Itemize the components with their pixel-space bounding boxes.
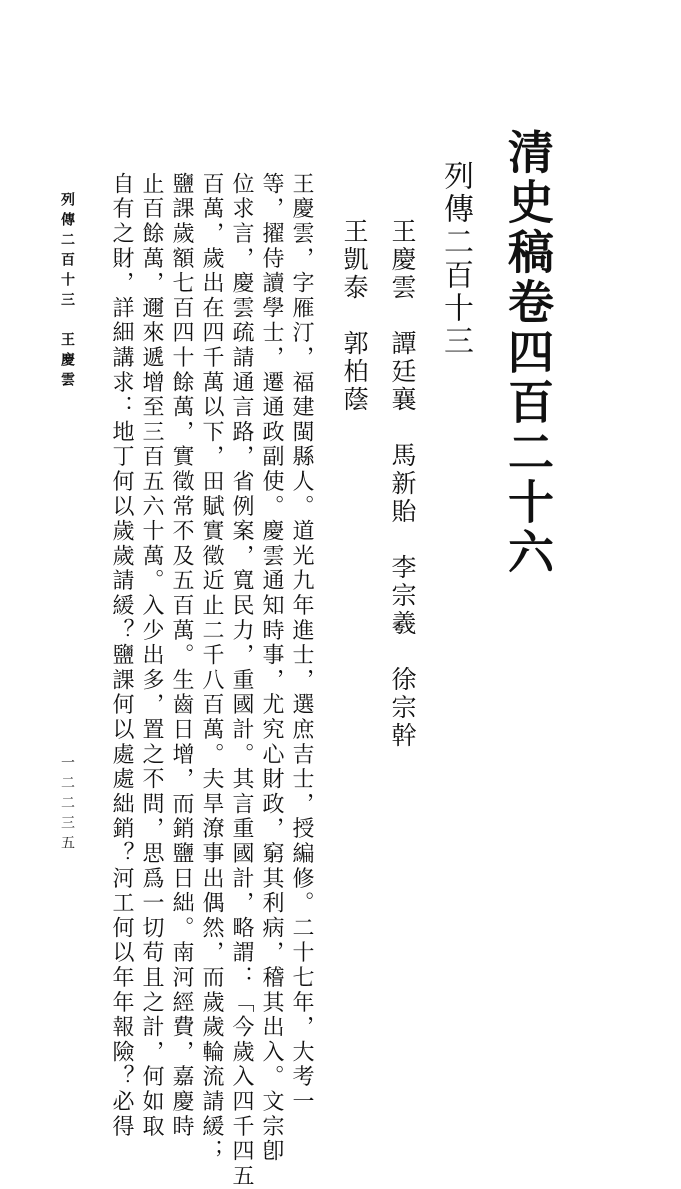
body-text-column-2: 等，擢侍讀學士，遷通政副使。慶雲通知時事，尤究心財政，窮其利病，稽其出入。文宗卽 (259, 172, 284, 1164)
volume-title: 清史稿卷四百二十六 (501, 128, 555, 578)
body-text-column-3: 位求言，慶雲疏請通言路，省例案，寬民力，重國計。其言重國計，略謂：「今歲入四千四五 (229, 172, 254, 1189)
body-text-column-1: 王慶雲，字雁汀，福建閩縣人。道光九年進士，選庶吉士，授編修。二十七年，大考一 (289, 172, 314, 1115)
body-text-column-6: 止百餘萬，邇來遞增至三百五六十萬。入少出多，置之不問，思爲一切苟且之計，何如取 (139, 172, 164, 1140)
body-text-column-7: 自有之財，詳細講求：地丁何以歲歲請緩？鹽課何以處處絀銷？河工何以年年報險？必得 (109, 172, 134, 1140)
names-list-line-2: 王凱泰 郭柏蔭 (340, 218, 369, 414)
names-list-line-1: 王慶雲 譚廷襄 馬新貽 李宗羲 徐宗幹 (388, 218, 417, 750)
body-text-column-4: 百萬，歲出在四千萬以下，田賦實徵近止二千八百萬。夫旱潦事出偶然，而歲歲輪流請緩； (199, 172, 224, 1164)
page-number: 一二二三五 (59, 755, 75, 855)
biography-section-title: 列傳二百十三 (438, 160, 473, 358)
body-text-column-5: 鹽課歲額七百四十餘萬，實徵常不及五百萬。生齒日增，而銷鹽日絀。南河經費，嘉慶時 (169, 172, 194, 1140)
footer-running-title: 列傳二百十三 王慶雲 (59, 192, 75, 392)
